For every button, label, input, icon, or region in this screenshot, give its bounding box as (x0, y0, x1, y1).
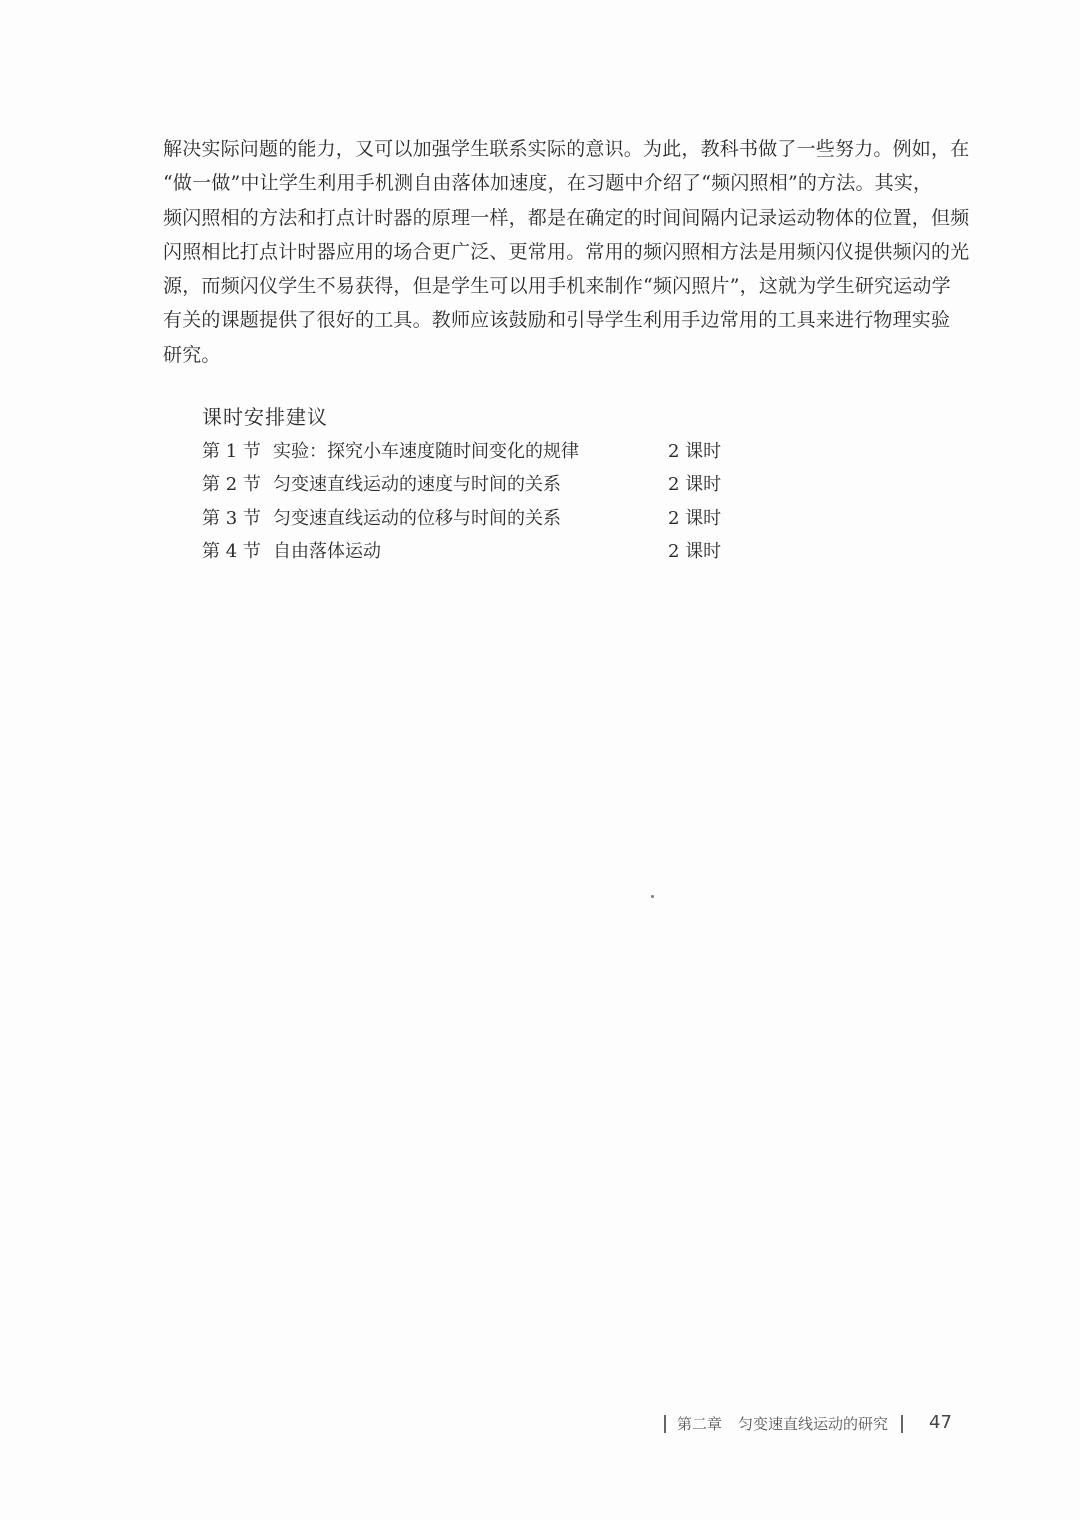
section-topic: 匀变速直线运动的位移与时间的关系 (273, 507, 561, 529)
schedule-row (202, 502, 762, 535)
schedule-title: 课时安排建议 (202, 405, 328, 429)
section-hours: 2 课时 (668, 507, 722, 529)
scan-speck (651, 895, 654, 898)
section-topic: 自由落体运动 (273, 540, 381, 562)
section-number: 第 2 节 (202, 474, 261, 496)
section-hours: 2 课时 (668, 474, 722, 496)
section-hours: 2 课时 (668, 540, 722, 562)
body-line: 闪照相比打点计时器应用的场合更广泛、更常用。常用的频闪照相方法是用频闪仪提供频闪的光 (163, 240, 970, 263)
section-hours: 2 课时 (668, 441, 722, 462)
schedule-row (202, 468, 762, 501)
section-topic: 实验：探究小车速度随时间变化的规律 (273, 441, 579, 462)
footer-chapter-title: 匀变速直线运动的研究 (738, 1415, 889, 1433)
footer-divider (664, 1415, 666, 1433)
footer-chapter-label: 第二章 (677, 1415, 723, 1433)
running-footer (664, 1410, 964, 1440)
body-line: 研究。 (163, 343, 221, 366)
body-line: 源，而频闪仪学生不易获得，但是学生可以用手机来制作“频闪照片”，这就为学生研究运动学 (163, 275, 951, 298)
schedule-row (202, 435, 762, 468)
schedule-row (202, 535, 762, 568)
section-number: 第 1 节 (202, 441, 261, 462)
body-line: 频闪照相的方法和打点计时器的原理一样，都是在确定的时间间隔内记录运动物体的位置，但频 (163, 206, 970, 229)
footer-divider (901, 1415, 903, 1433)
body-line: 有关的课题提供了很好的工具。教师应该鼓励和引导学生利用手边常用的工具来进行物理实验 (163, 309, 951, 332)
lesson-schedule (202, 400, 762, 568)
body-line: 解决实际问题的能力，又可以加强学生联系实际的意识。为此，教科书做了一些努力。例如，在 (163, 138, 970, 160)
body-line: “做一做”中让学生利用手机测自由落体加速度，在习题中介绍了“频闪照相”的方法。其实， (163, 172, 933, 195)
section-number: 第 4 节 (202, 540, 261, 562)
body-paragraph (163, 132, 970, 372)
page-number: 47 (929, 1412, 952, 1433)
section-number: 第 3 节 (202, 507, 261, 529)
section-topic: 匀变速直线运动的速度与时间的关系 (273, 474, 561, 496)
